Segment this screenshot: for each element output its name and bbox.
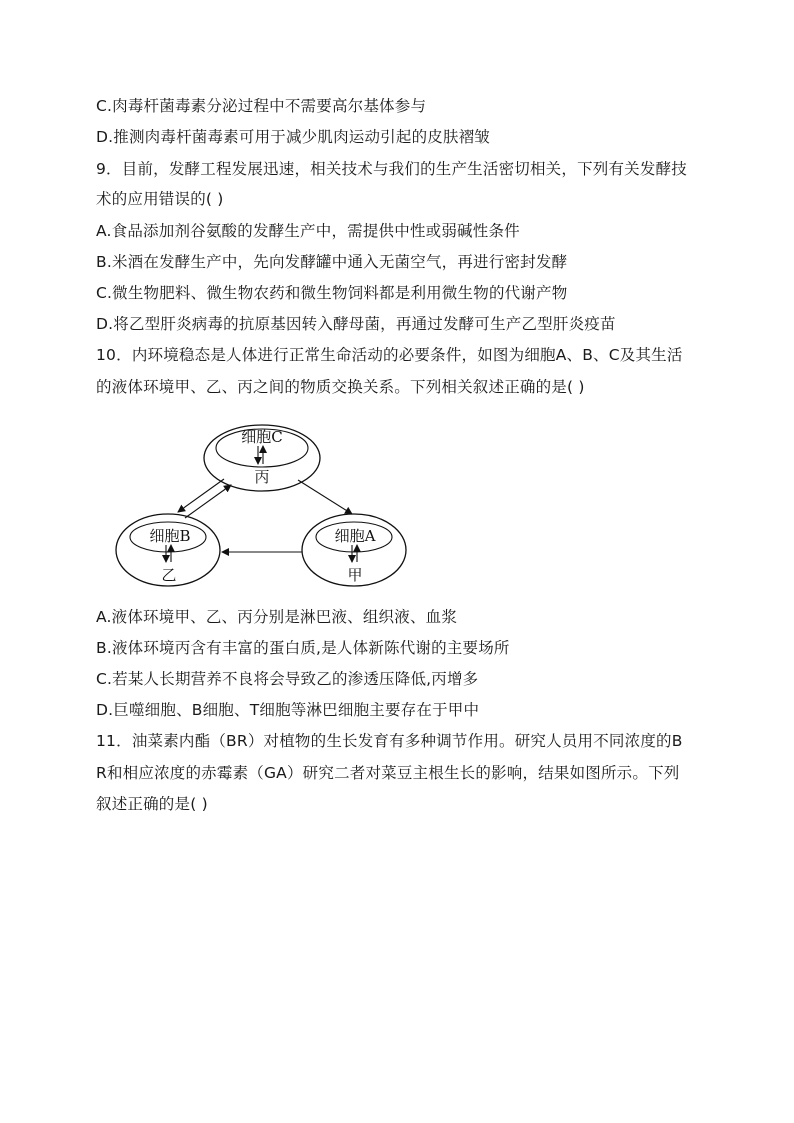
cell-c-label: 细胞C [241, 428, 283, 446]
arrow-c-to-a [298, 480, 352, 514]
q10-option-c: C.若某人长期营养不良将会导致乙的渗透压降低,丙增多 [96, 670, 479, 688]
cell-a-label: 细胞A [334, 527, 376, 545]
q9-option-d: D.将乙型肝炎病毒的抗原基因转入酵母菌，再通过发酵可生产乙型肝炎疫苗 [96, 315, 616, 333]
q10-option-d: D.巨噬细胞、B细胞、T细胞等淋巴细胞主要存在于甲中 [96, 701, 480, 719]
q10-option-b: B.液体环境丙含有丰富的蛋白质,是人体新陈代谢的主要场所 [96, 639, 510, 657]
q9-stem-line-1: 9．目前，发酵工程发展迅速，相关技术与我们的生产生活密切相关，下列有关发酵技 [96, 160, 687, 178]
fluid-b-label: 乙 [161, 566, 177, 584]
q8-option-c: C.肉毒杆菌毒素分泌过程中不需要高尔基体参与 [96, 97, 427, 115]
q9-option-c: C.微生物肥料、微生物农药和微生物饲料都是利用微生物的代谢产物 [96, 284, 568, 302]
cell-b-label: 细胞B [149, 527, 191, 545]
q11-stem-line-3: 叙述正确的是( ) [96, 795, 208, 813]
q8-option-d: D.推测肉毒杆菌毒素可用于减少肌肉运动引起的皮肤褶皱 [96, 128, 491, 146]
fluid-exchange-diagram [112, 414, 412, 594]
q9-stem-line-2: 术的应用错误的( ) [96, 190, 224, 208]
q9-option-b: B.米酒在发酵生产中，先向发酵罐中通入无菌空气，再进行密封发酵 [96, 253, 568, 271]
fluid-c-label: 丙 [254, 468, 270, 486]
q10-option-a: A.液体环境甲、乙、丙分别是淋巴液、组织液、血浆 [96, 608, 458, 626]
q10-stem-line-2: 的液体环境甲、乙、丙之间的物质交换关系。下列相关叙述正确的是( ) [96, 378, 585, 396]
q11-stem-line-2: R和相应浓度的赤霉素（GA）研究二者对菜豆主根生长的影响，结果如图所示。下列 [96, 764, 680, 782]
q9-option-a: A.食品添加剂谷氨酸的发酵生产中，需提供中性或弱碱性条件 [96, 222, 520, 240]
q11-stem-line-1: 11．油菜素内酯（BR）对植物的生长发育有多种调节作用。研究人员用不同浓度的B [96, 732, 683, 750]
q10-stem-line-1: 10．内环境稳态是人体进行正常生命活动的必要条件，如图为细胞A、B、C及其生活 [96, 346, 683, 364]
fluid-a-label: 甲 [347, 566, 363, 584]
